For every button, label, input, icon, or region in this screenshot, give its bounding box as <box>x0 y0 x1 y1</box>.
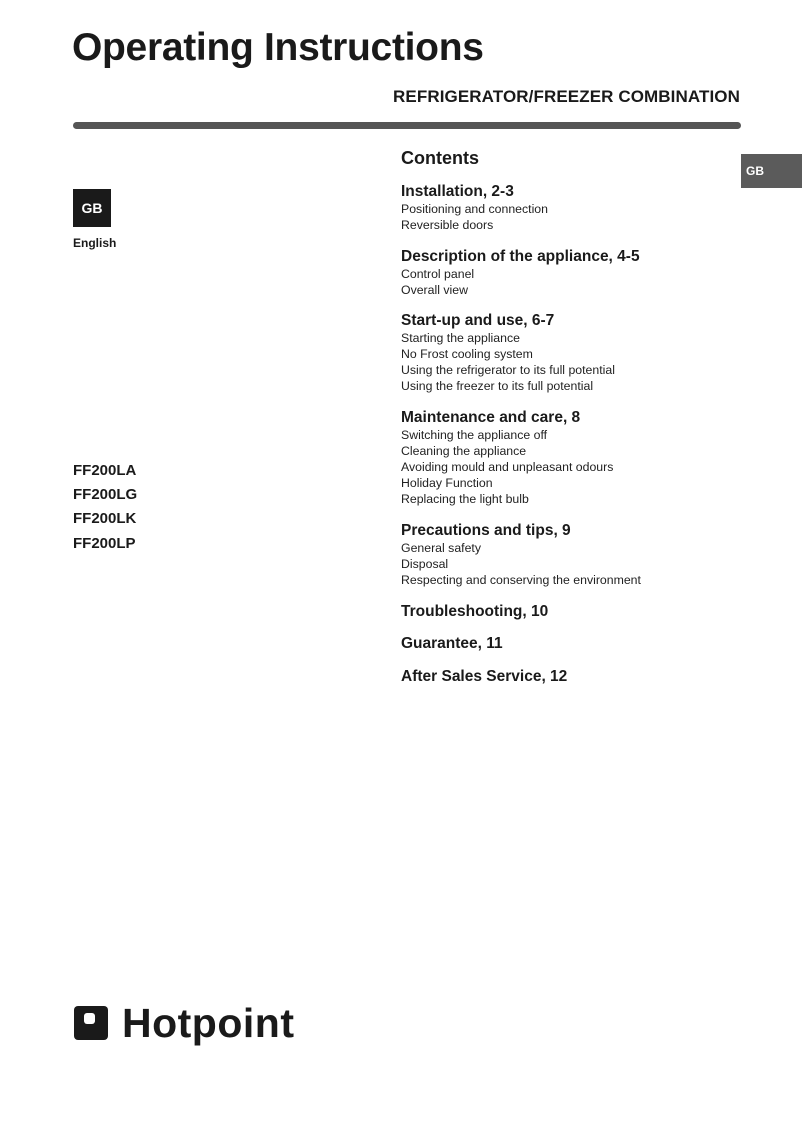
section-item: Control panel <box>401 267 475 281</box>
section-heading: Precautions and tips, 9 <box>401 522 571 539</box>
section-item: Cleaning the appliance <box>401 444 527 458</box>
logo-mark-icon <box>74 1006 108 1040</box>
language-tab: GB <box>741 154 802 188</box>
section-heading: Installation, 2-3 <box>401 183 514 200</box>
contents-section <box>401 312 615 394</box>
section-item: Disposal <box>401 557 449 571</box>
header-divider <box>73 122 741 129</box>
model-number: FF200LG <box>73 486 138 503</box>
section-item: No Frost cooling system <box>401 347 533 361</box>
section-item: Holiday Function <box>401 476 493 490</box>
contents-heading: Contents <box>401 148 479 168</box>
contents-section <box>401 603 548 621</box>
contents-section <box>401 409 613 507</box>
section-item: Respecting and conserving the environment <box>401 573 641 587</box>
section-heading: After Sales Service, 12 <box>401 668 568 685</box>
model-number: FF200LP <box>73 535 136 552</box>
section-item: Overall view <box>401 283 468 297</box>
section-heading: Troubleshooting, 10 <box>401 603 549 620</box>
page-title: Operating Instructions <box>72 26 484 69</box>
model-number: FF200LA <box>73 462 137 479</box>
product-subtitle: REFRIGERATOR/FREEZER COMBINATION <box>393 87 740 106</box>
contents-section <box>401 522 641 588</box>
model-number: FF200LK <box>73 510 137 527</box>
section-heading: Start-up and use, 6-7 <box>401 312 555 329</box>
section-item: Avoiding mould and unpleasant odours <box>401 460 614 474</box>
contents-section <box>401 668 567 686</box>
section-item: Reversible doors <box>401 218 494 232</box>
hotpoint-logo <box>74 1000 295 1046</box>
section-heading: Guarantee, 11 <box>401 635 503 652</box>
section-item: Switching the appliance off <box>401 428 548 442</box>
language-code-badge: GB <box>73 189 111 227</box>
section-item: Positioning and connection <box>401 202 548 216</box>
contents-section <box>401 635 503 653</box>
contents-section <box>401 183 548 233</box>
section-item: Using the freezer to its full potential <box>401 379 594 393</box>
logo-wordmark: Hotpoint <box>122 1000 295 1046</box>
language-name: English <box>73 236 117 250</box>
section-heading: Maintenance and care, 8 <box>401 409 581 426</box>
contents-section <box>401 248 640 298</box>
section-item: Using the refrigerator to its full potential <box>401 363 615 377</box>
section-item: Starting the appliance <box>401 331 520 345</box>
section-heading: Description of the appliance, 4-5 <box>401 248 640 265</box>
section-item: General safety <box>401 541 481 555</box>
section-item: Replacing the light bulb <box>401 492 529 506</box>
